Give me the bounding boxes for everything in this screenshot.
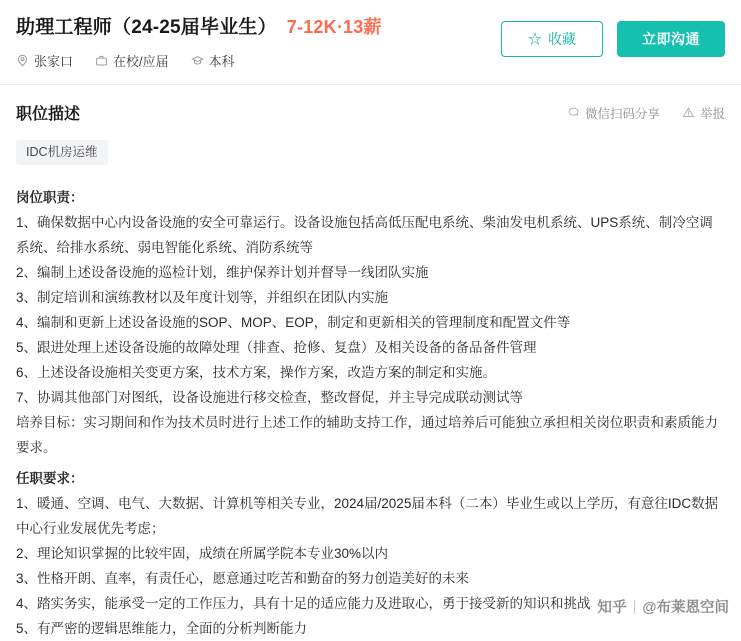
salary-text: 7-12K·13薪 [286,17,382,37]
wechat-icon [567,106,580,119]
meta-education [191,51,235,70]
job-description [0,185,741,641]
duty-item: 6、上述设备设施相关变更方案，技术方案，操作方案，改造方案的制定和实施。 [16,364,497,380]
warning-icon [682,106,695,119]
job-tag-list [0,140,741,165]
requirement-item: 1、暖通、空调、电气、大数据、计算机等相关专业，2024届/2025届本科（二本）毕业生或以上学历，有意往IDC数据中心行业发展优先考虑； [16,495,719,536]
page-title: 助理工程师（24-25届毕业生） [16,17,277,38]
chat-now-button-label: 立即沟通 [642,31,700,47]
training-goal: 培养目标：实习期间和作为技术员时进行上述工作的辅助支持工作，通过培养后可能独立承担相关岗位职责和素质能力要求。 [16,414,718,455]
watermark-separator [634,600,635,614]
header-divider [0,84,741,85]
favorite-button[interactable] [501,21,603,57]
job-header [0,0,741,70]
briefcase-icon [95,54,108,67]
requirement-item: 2、理论知识掌握的比较牢固，成绩在所属学院本专业30%以内 [16,545,389,561]
duty-item: 2、编制上述设备设施的巡检计划，维护保养计划并督导一线团队实施 [16,264,429,280]
duty-item: 3、制定培训和演练教材以及年度计划等，并组织在团队内实施 [16,289,389,305]
meta-experience-label: 在校/应届 [113,54,169,69]
requirement-heading: 任职要求： [16,470,84,486]
report-label: 举报 [699,106,725,121]
requirement-item: 3、性格开朗、直率，有责任心，愿意通过吃苦和勤奋的努力创造美好的未来 [16,570,470,586]
section-tools [567,104,725,122]
wechat-share-label: 微信扫码分享 [584,106,660,121]
description-section-header [0,101,741,124]
zhihu-logo: 知乎 [597,600,628,616]
meta-education-label: 本科 [208,54,235,69]
meta-location [16,51,73,70]
wechat-share-button[interactable] [567,104,660,122]
favorite-button-label: 收藏 [548,31,576,47]
duty-item: 4、编制和更新上述设备设施的SOP、MOP、EOP，制定和更新相关的管理制度和配置文件等 [16,314,571,330]
graduation-cap-icon [191,54,204,67]
watermark [597,596,729,617]
report-button[interactable] [682,104,725,122]
header-actions [501,21,725,57]
chat-now-button[interactable] [617,21,725,57]
meta-location-label: 张家口 [34,54,74,69]
location-pin-icon [16,54,29,67]
duty-item: 7、协调其他部门对图纸，设备设施进行移交检查，整改督促，并主导完成联动测试等 [16,389,524,405]
watermark-author: @布莱恩空间 [642,600,729,616]
star-icon: ☆ [528,31,542,47]
job-tag: IDC机房运维 [16,140,108,165]
requirement-item: 4、踏实务实，能承受一定的工作压力，具有十足的适应能力及进取心，勇于接受新的知识和挑战 [16,595,591,611]
duty-item: 5、跟进处理上述设备设施的故障处理（排查、抢修、复盘）及相关设备的备品备件管理 [16,339,537,355]
duty-item: 1、确保数据中心内设备设施的安全可靠运行。设备设施包括高低压配电系统、柴油发电机系统、UPS系统、制冷空调系统、给排水系统、弱电智能化系统、消防系统等 [16,214,713,255]
requirement-item: 5、有严密的逻辑思维能力，全面的分析判断能力 [16,620,308,636]
section-title: 职位描述 [16,106,81,123]
meta-experience [95,51,169,70]
duty-heading: 岗位职责： [16,189,84,205]
